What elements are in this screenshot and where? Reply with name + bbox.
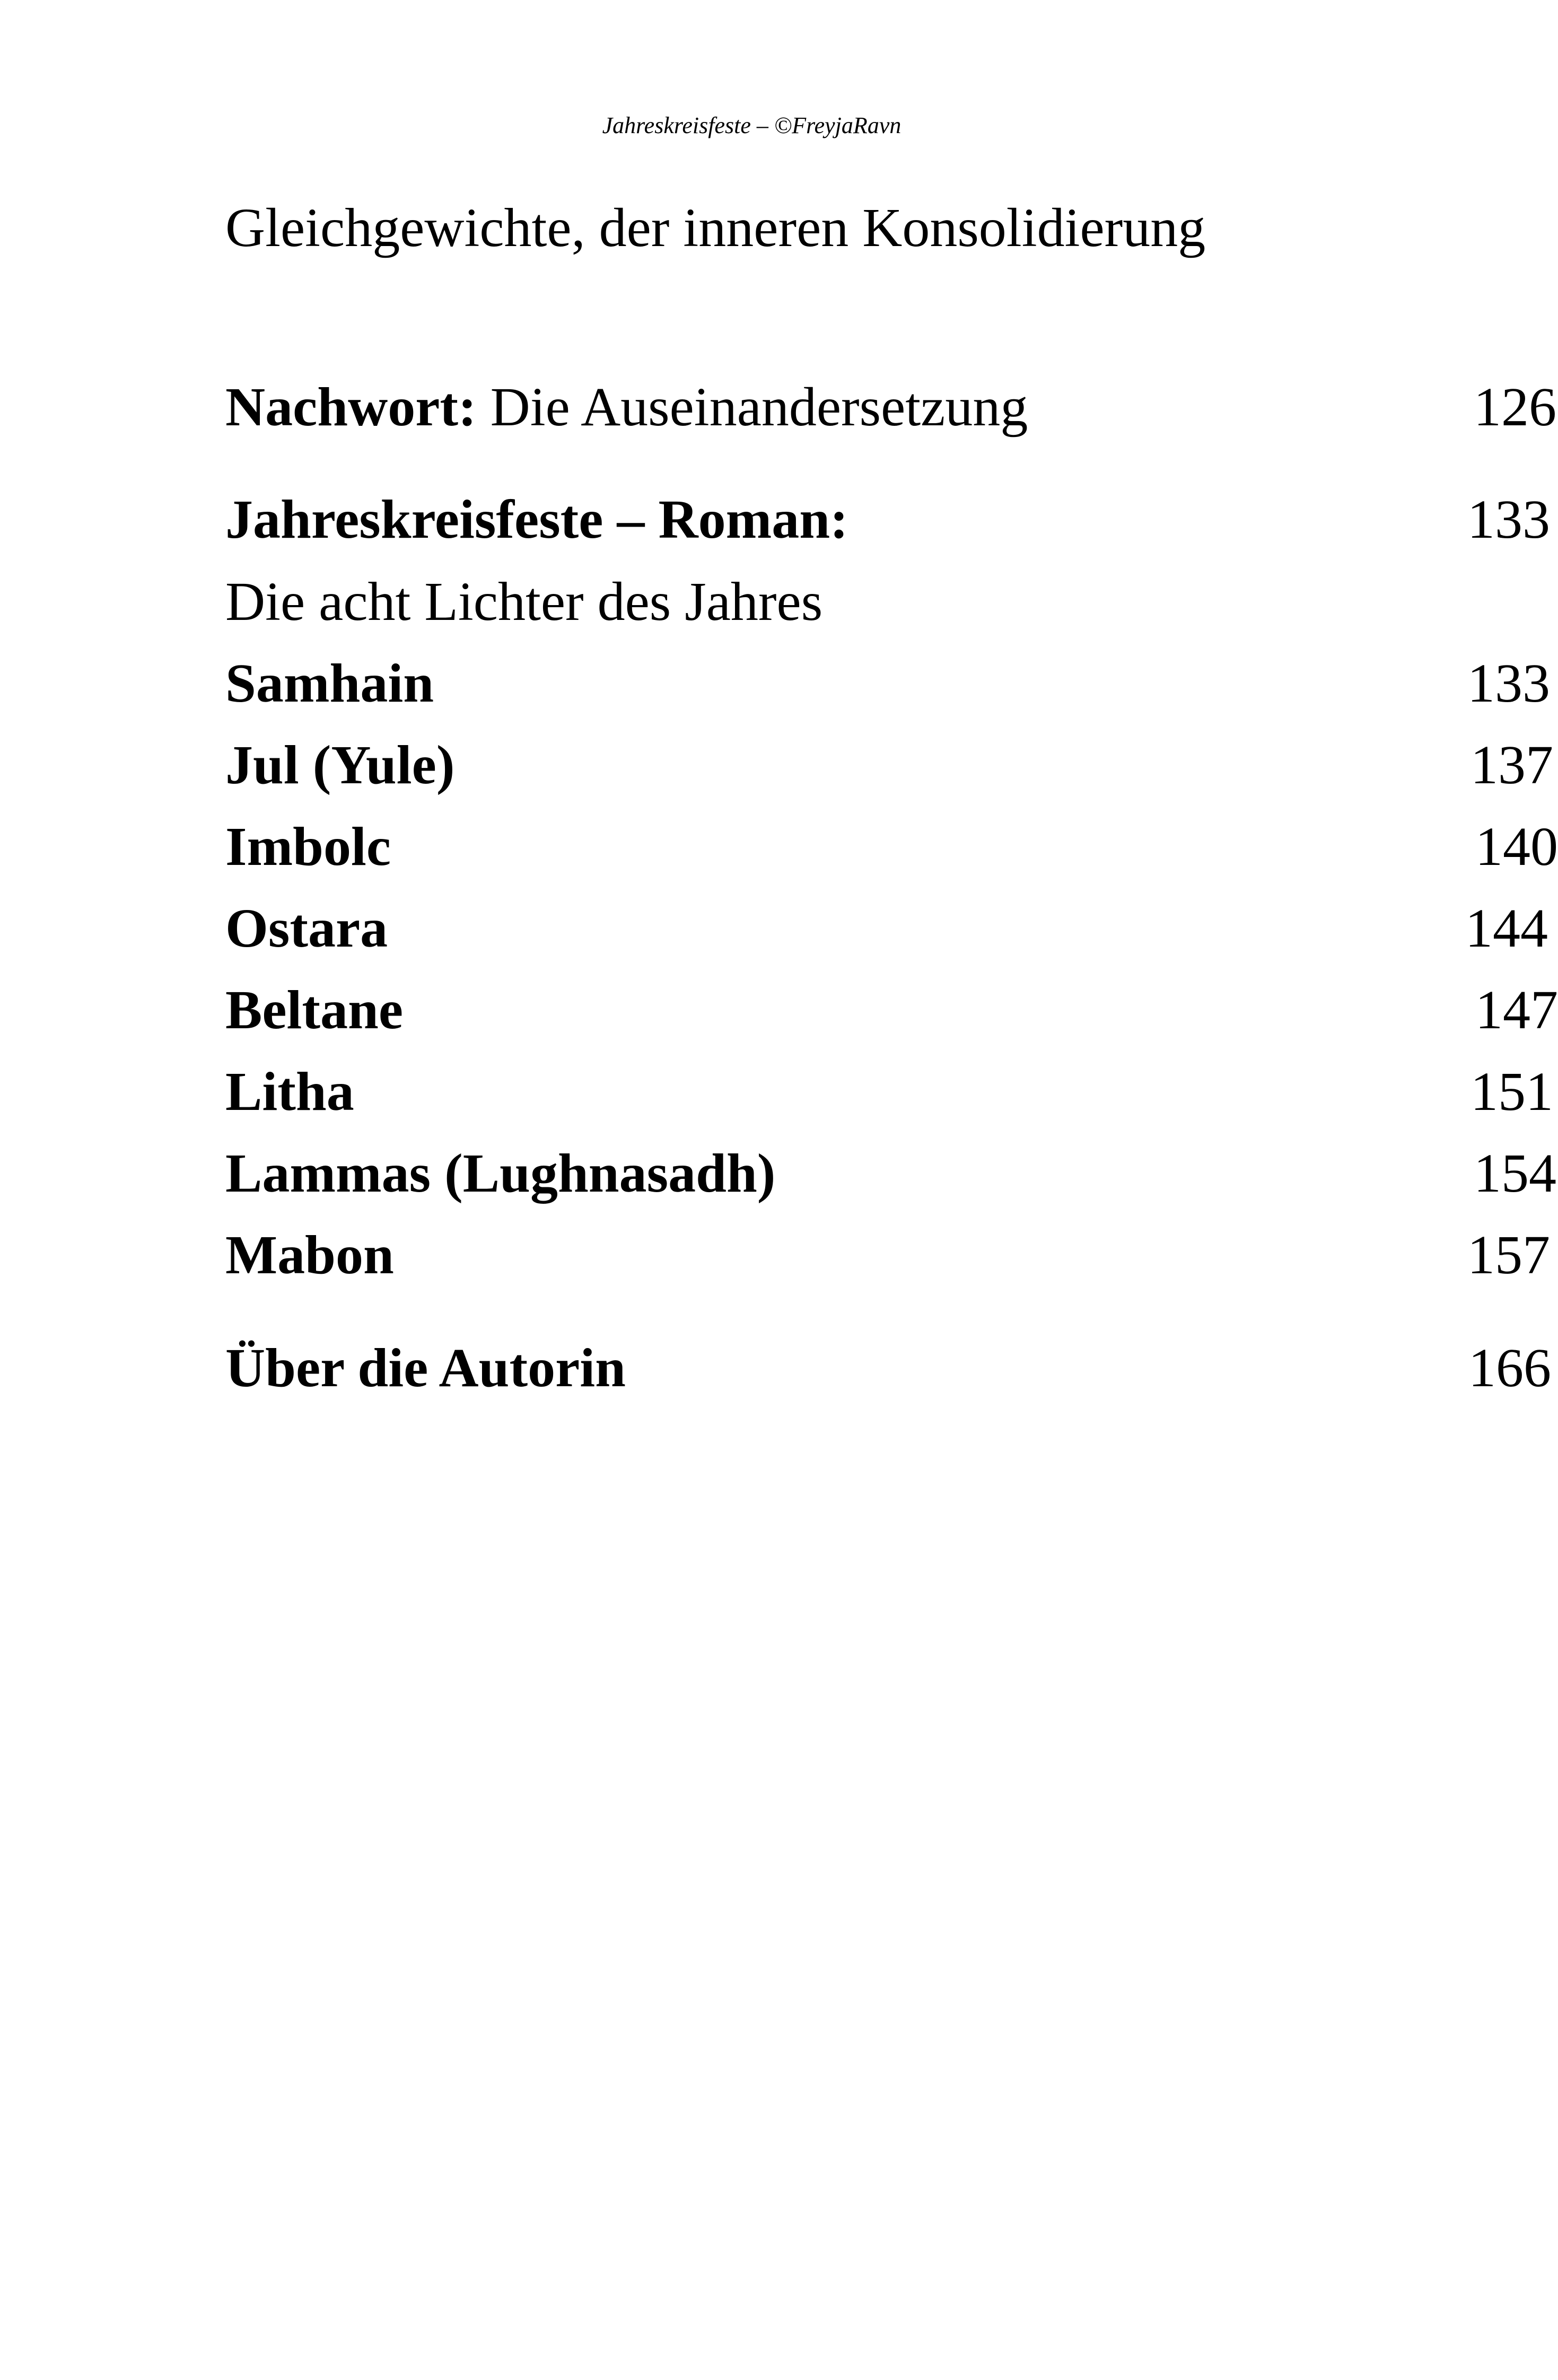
toc-entry-autorin[interactable]	[225, 1337, 1551, 1404]
toc-entry-title-bold: Nachwort:	[225, 377, 477, 438]
toc-entry-mabon[interactable]	[225, 1224, 1550, 1291]
toc-entry-title: Samhain	[225, 653, 434, 714]
toc-entry-title: Imbolc	[225, 816, 391, 877]
toc-entry-roman[interactable]	[225, 489, 1550, 556]
toc-entry-page: 144	[1465, 898, 1548, 959]
toc-entry-page: 151	[1471, 1061, 1553, 1122]
toc-entry-beltane[interactable]	[225, 979, 1558, 1046]
toc-entry-page: 157	[1467, 1224, 1550, 1285]
toc-entry-title: Lammas (Lughnasadh)	[225, 1143, 776, 1204]
toc-entry-imbolc[interactable]	[225, 816, 1558, 883]
toc-entry-title	[225, 377, 1028, 438]
toc-entry-title: Jul (Yule)	[225, 734, 455, 795]
toc-entry-page: 166	[1468, 1337, 1551, 1398]
toc-entry-page: 126	[1474, 377, 1556, 438]
toc-entry-jul[interactable]	[225, 734, 1553, 801]
toc-entry-page: 137	[1471, 734, 1553, 795]
toc-entry-page: 133	[1467, 653, 1550, 714]
toc-entry-title: Ostara	[225, 898, 388, 959]
toc-entry-litha[interactable]	[225, 1061, 1553, 1128]
toc-entry-nachwort[interactable]	[225, 377, 1556, 443]
toc-entry-title: Über die Autorin	[225, 1337, 626, 1398]
toc-entry-title: Litha	[225, 1061, 354, 1122]
toc-entry-page: 147	[1475, 979, 1558, 1040]
toc-entry-ostara[interactable]	[225, 898, 1548, 965]
toc-roman-subtitle: Die acht Lichter des Jahres	[225, 571, 823, 632]
toc-entry-samhain[interactable]	[225, 653, 1550, 720]
toc-entry-lammas[interactable]	[225, 1143, 1556, 1210]
toc-entry-page: 133	[1467, 489, 1550, 550]
toc-entry-page: 140	[1475, 816, 1558, 877]
toc-entry-title: Beltane	[225, 979, 404, 1040]
toc-entry-title: Mabon	[225, 1224, 394, 1285]
toc-entry-title-rest: Die Auseinandersetzung	[476, 377, 1028, 438]
toc-continuation-line: Gleichgewichte, der inneren Konsolidierung	[225, 197, 1206, 258]
toc-entry-page: 154	[1474, 1143, 1556, 1204]
toc-entry-title: Jahreskreisfeste – Roman:	[225, 489, 848, 550]
running-header: Jahreskreisfeste – ©FreyjaRavn	[602, 112, 901, 138]
